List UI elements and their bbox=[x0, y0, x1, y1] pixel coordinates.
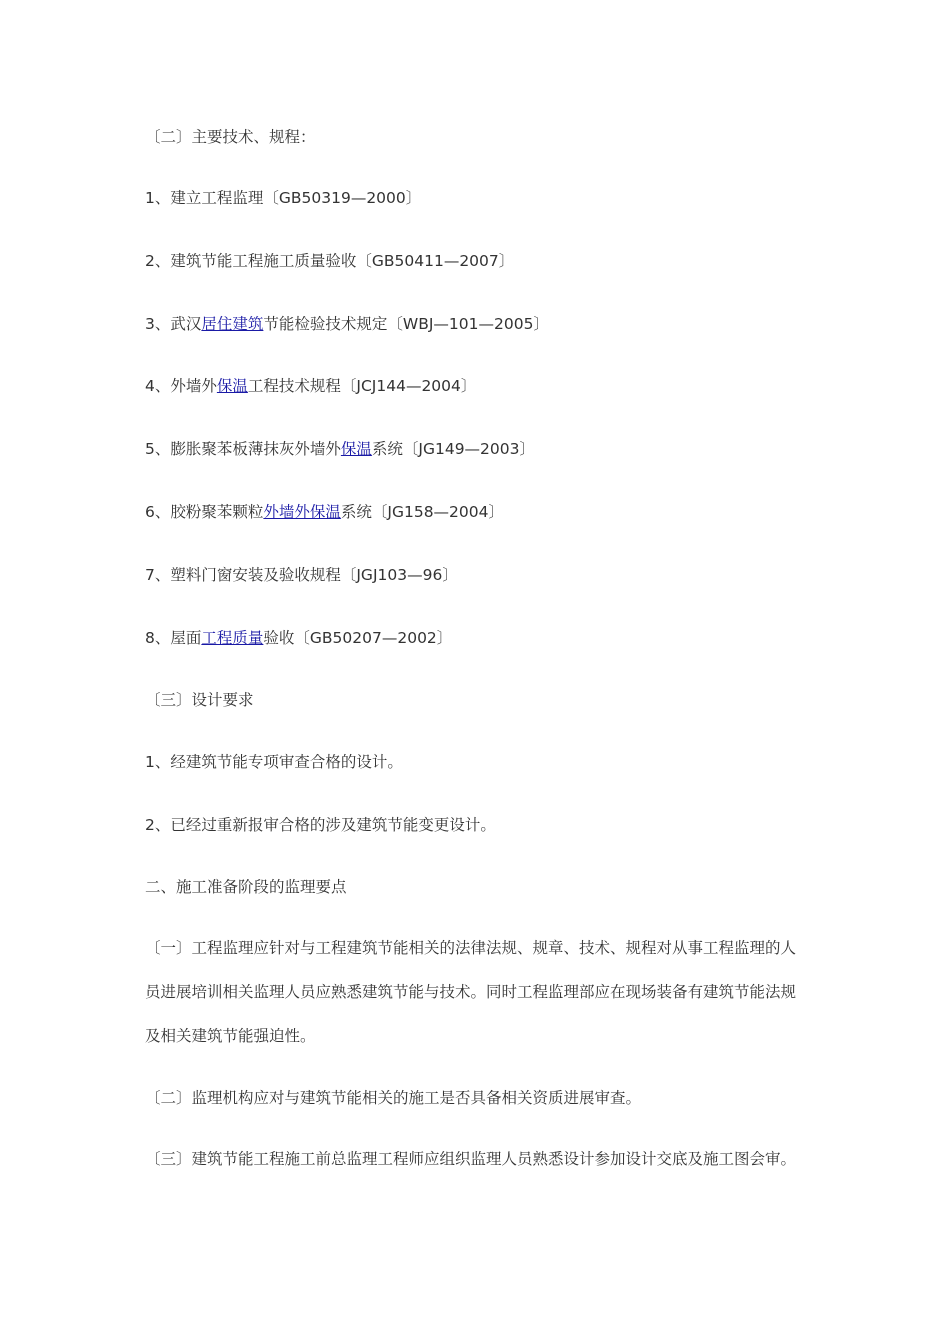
standard-item-3 bbox=[145, 313, 805, 335]
standard-item-3-link[interactable]: 居住建筑 bbox=[201, 315, 264, 333]
standard-item-6 bbox=[145, 501, 805, 523]
prep-heading: 二、施工准备阶段的监理要点 bbox=[145, 878, 347, 896]
standard-item-5-suffix: 系统〔JG149—2003〕 bbox=[371, 440, 536, 458]
design-item-1: 1、经建筑节能专项审查合格的设计。 bbox=[145, 753, 403, 771]
standard-item-2-text: 2、建筑节能工程施工质量验收〔GB50411—2007〕 bbox=[145, 252, 515, 270]
standard-item-4-prefix: 4、外墙外 bbox=[145, 377, 217, 395]
prep-paragraph-1: 〔一〕工程监理应针对与工程建筑节能相关的法律法规、规章、技术、规程对从事工程监理的人员进展培训相关监理人员应熟悉建筑节能与技术。同时工程监理部应在现场装备有建筑节能法规及相关建筑节能强迫性。 bbox=[145, 939, 797, 1045]
standard-item-2 bbox=[145, 250, 805, 272]
standard-item-4-suffix: 工程技术规程〔JCJ144—2004〕 bbox=[247, 377, 477, 395]
standard-item-6-prefix: 6、胶粉聚苯颗粒 bbox=[145, 503, 264, 521]
design-item-2: 2、已经过重新报审合格的涉及建筑节能变更设计。 bbox=[145, 816, 496, 834]
standard-item-7 bbox=[145, 564, 805, 586]
standard-item-8-prefix: 8、屋面 bbox=[145, 629, 202, 647]
standard-item-8-suffix: 验收〔GB50207—2002〕 bbox=[263, 629, 453, 647]
standard-item-1-text: 1、建立工程监理〔GB50319—2000〕 bbox=[145, 189, 422, 207]
standard-item-7-text: 7、塑料门窗安装及验收规程〔JGJ103—96〕 bbox=[145, 566, 458, 584]
standard-item-8 bbox=[145, 627, 805, 649]
standards-heading: 〔二〕主要技术、规程： bbox=[145, 128, 316, 146]
standard-item-4-link[interactable]: 保温 bbox=[216, 377, 248, 395]
standard-item-5-prefix: 5、膨胀聚苯板薄抹灰外墙外 bbox=[145, 440, 341, 458]
standard-item-5 bbox=[145, 438, 805, 460]
prep-paragraph-2: 〔二〕监理机构应对与建筑节能相关的施工是否具备相关资质进展审查。 bbox=[145, 1089, 642, 1107]
standard-item-8-link[interactable]: 工程质量 bbox=[201, 629, 264, 647]
standard-item-3-prefix: 3、武汉 bbox=[145, 315, 202, 333]
standard-item-5-link[interactable]: 保温 bbox=[340, 440, 372, 458]
standard-item-3-suffix: 节能检验技术规定〔WBJ—101—2005〕 bbox=[263, 315, 549, 333]
prep-paragraph-3: 〔三〕建筑节能工程施工前总监理工程师应组织监理人员熟悉设计参加设计交底及施工图会审。 bbox=[145, 1150, 797, 1168]
standard-item-1 bbox=[145, 187, 805, 209]
standard-item-4 bbox=[145, 375, 805, 397]
design-heading: 〔三〕设计要求 bbox=[145, 691, 254, 709]
standard-item-6-link[interactable]: 外墙外保温 bbox=[263, 503, 341, 521]
standard-item-6-suffix: 系统〔JG158—2004〕 bbox=[340, 503, 505, 521]
